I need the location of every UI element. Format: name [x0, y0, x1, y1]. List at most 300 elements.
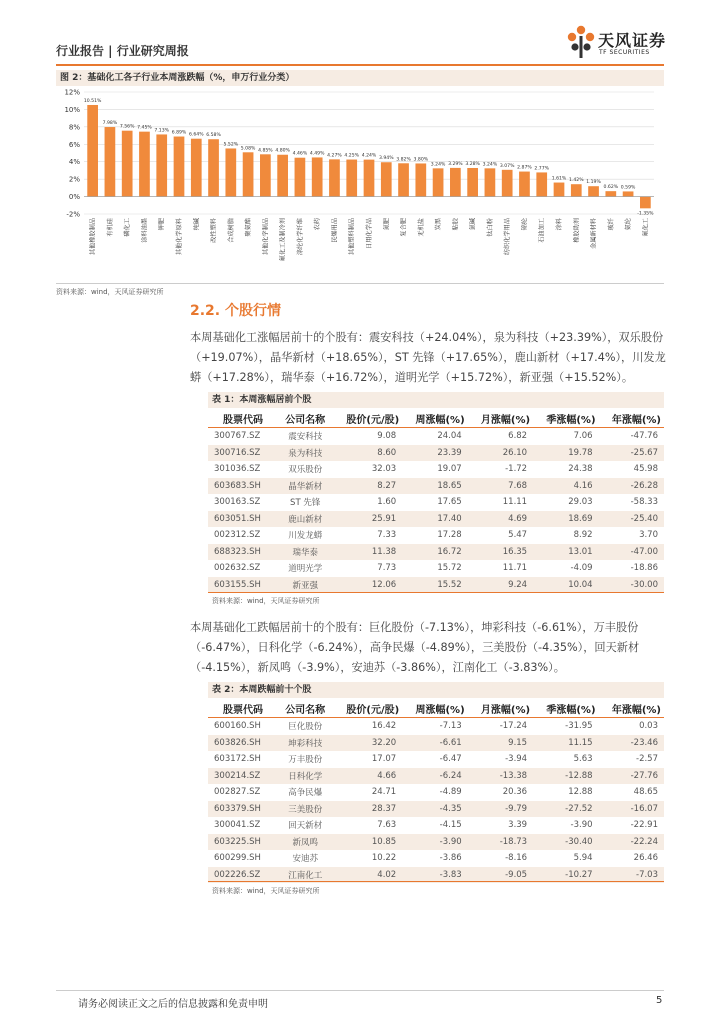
table-cell: 4.66 — [332, 768, 402, 785]
table-cell: 002827.SZ — [214, 787, 261, 798]
table-cell: 回天新材 — [288, 821, 323, 832]
table-cell: 坤彩科技 — [278, 735, 333, 752]
table-cell: -58.33 — [630, 497, 658, 508]
table-cell: 600160.SH — [214, 721, 261, 732]
table-cell: 13.01 — [533, 544, 598, 561]
table-cell: -3.83 — [402, 867, 467, 884]
table-cell: 300716.SZ — [208, 445, 278, 462]
table-cell: -47.00 — [599, 544, 664, 561]
rise-header-cell: 股票代码 — [208, 409, 278, 428]
x-category-label: 橡胶助剂 — [573, 218, 581, 243]
fall-header-cell: 年涨幅(%) — [599, 699, 664, 718]
table-cell: 10.04 — [533, 577, 598, 594]
table-cell: 4.02 — [332, 867, 402, 884]
x-category-label: 氯碱 — [469, 218, 477, 231]
table-cell: -47.76 — [630, 431, 658, 442]
table-cell: -18.73 — [468, 834, 533, 851]
bar — [329, 159, 340, 196]
bar — [554, 183, 565, 197]
table-cell: 17.65 — [437, 497, 462, 508]
table-cell: 9.24 — [468, 577, 533, 594]
table-row — [208, 478, 664, 495]
table-cell: 高争民爆 — [288, 788, 323, 799]
fall-header-cell: 股价(元/股) — [332, 699, 402, 718]
table-cell: 24.38 — [568, 464, 593, 475]
data-label: 3.29% — [448, 161, 463, 167]
data-label: 7.98% — [102, 121, 118, 127]
data-label: 5.08% — [240, 146, 256, 152]
x-category-label: 磷化工 — [124, 218, 132, 237]
data-label: 2.87% — [517, 165, 532, 171]
table-cell: -13.38 — [468, 768, 533, 785]
bar — [156, 134, 167, 196]
y-tick-label: 10% — [64, 105, 80, 114]
table1-caption: 表 1：本周涨幅居前个股 — [208, 392, 664, 408]
x-category-label: 涂料油墨 — [141, 218, 149, 243]
table-cell: 晶华新材 — [278, 478, 333, 495]
bar — [174, 137, 185, 197]
table-cell: 泉为科技 — [278, 445, 333, 462]
x-category-label: 合成树脂 — [227, 218, 235, 243]
bar — [571, 184, 582, 196]
fall-header-row — [208, 699, 664, 718]
x-category-label: 金属新材料 — [590, 218, 598, 249]
table-cell: 24.04 — [437, 431, 462, 442]
table-cell: 17.40 — [402, 511, 467, 528]
table-cell: -30.00 — [599, 577, 664, 594]
x-category-label: 其他化学原料 — [176, 218, 183, 256]
table-cell: 11.15 — [533, 735, 598, 752]
table-cell: 8.92 — [573, 530, 593, 541]
table-cell: 9.08 — [377, 431, 397, 442]
data-label: 5.52% — [223, 142, 239, 148]
table-row — [208, 461, 664, 478]
data-label: 3.24% — [482, 162, 498, 168]
bar — [415, 163, 426, 196]
table-cell: -22.24 — [599, 834, 664, 851]
table-cell: -3.90 — [570, 820, 593, 831]
table-cell: -27.52 — [533, 801, 598, 818]
table-cell: 11.11 — [502, 497, 528, 508]
table-cell: 300041.SZ — [214, 820, 261, 831]
x-category-label: 有机硅 — [106, 218, 114, 237]
table-cell: -18.86 — [630, 563, 658, 574]
data-label: 3.80% — [413, 157, 429, 163]
table-cell: -4.89 — [439, 787, 462, 798]
table-cell: 鹿山新材 — [278, 511, 333, 528]
fall-header-cell: 股票代码 — [208, 699, 278, 718]
fall-header-cell: 季涨幅(%) — [533, 699, 598, 718]
x-category-label: 其他塑料制品 — [348, 218, 356, 256]
table-row — [208, 735, 664, 752]
data-label: 3.24% — [430, 162, 446, 168]
x-category-label: 氮肥 — [383, 218, 391, 231]
data-label: 4.25% — [344, 153, 360, 159]
data-label: 4.49% — [309, 151, 325, 157]
table-cell: 17.07 — [371, 754, 397, 765]
table-row — [208, 718, 664, 735]
table-cell: 28.37 — [332, 801, 402, 818]
figure-caption: 图 2：基础化工各子行业本周涨跌幅（%，申万行业分类） — [56, 70, 664, 86]
figure-source-divider — [56, 283, 664, 284]
report-header-title: 行业报告 | 行业研究周报 — [56, 44, 189, 58]
table-cell: -3.94 — [505, 754, 528, 765]
x-category-label: 纺织化学用品 — [504, 218, 512, 256]
x-category-label: 锦纶 — [521, 218, 529, 231]
table-cell: 安迪苏 — [292, 854, 318, 865]
table-cell: -8.16 — [505, 853, 528, 864]
x-category-label: 无机盐 — [417, 218, 425, 237]
table-row — [208, 527, 664, 544]
x-category-label: 粘胶 — [452, 218, 460, 231]
bar — [364, 160, 375, 197]
page-number: 5 — [656, 995, 663, 1006]
bar — [623, 191, 634, 196]
table2-caption: 表 2：本周跌幅前十个股 — [208, 682, 664, 698]
table-cell: 29.03 — [568, 497, 593, 508]
table-cell: 4.69 — [468, 511, 533, 528]
table-cell: 5.47 — [508, 530, 528, 541]
table-row — [208, 544, 664, 561]
table-row — [208, 494, 664, 511]
table-cell: 日科化学 — [278, 768, 333, 785]
bar — [277, 155, 288, 197]
x-category-label: 氟化工及制冷剂 — [279, 217, 287, 262]
table-cell: 603379.SH — [208, 801, 278, 818]
data-label: 3.07% — [499, 163, 515, 169]
bar — [105, 127, 116, 197]
table-cell: 002226.SZ — [208, 867, 278, 884]
table-cell: 11.71 — [502, 563, 528, 574]
table-cell: 11.38 — [332, 544, 402, 561]
top-losers-table — [208, 699, 664, 883]
table-cell: 7.73 — [377, 563, 397, 574]
y-tick-label: 8% — [68, 123, 80, 132]
table-cell: 10.85 — [332, 834, 402, 851]
table-cell: 瑞华泰 — [278, 544, 333, 561]
table-cell: -7.03 — [599, 867, 664, 884]
table-row — [208, 850, 664, 867]
x-category-label: 钛白粉 — [486, 218, 494, 237]
table-cell: -9.05 — [468, 867, 533, 884]
table-cell: 7.06 — [573, 431, 593, 442]
y-tick-label: -2% — [66, 210, 80, 219]
table-cell: 1.60 — [377, 497, 397, 508]
table-cell: -23.46 — [599, 735, 664, 752]
footer-divider — [56, 990, 664, 991]
x-category-label: 玻纤 — [607, 218, 615, 231]
table-cell: -6.61 — [402, 735, 467, 752]
table-cell: 川发龙蟒 — [288, 531, 323, 542]
table-cell: 15.52 — [402, 577, 467, 594]
data-label: 4.80% — [275, 148, 290, 154]
industry-weekly-change-chart — [56, 86, 664, 282]
bar — [640, 197, 651, 209]
x-category-label: 炭黑 — [435, 218, 443, 231]
table-cell: 8.27 — [332, 478, 402, 495]
table-row — [208, 428, 664, 445]
table-cell: 24.71 — [371, 787, 397, 798]
x-category-label: 改性塑料 — [210, 218, 218, 243]
table-cell: 18.69 — [533, 511, 598, 528]
table-cell: 12.06 — [332, 577, 402, 594]
table-row — [208, 445, 664, 462]
table-cell: 26.46 — [633, 853, 658, 864]
table-row — [208, 560, 664, 577]
data-label: 6.64% — [188, 132, 204, 138]
bar — [191, 139, 202, 197]
rise-header-cell: 股价(元/股) — [332, 409, 402, 428]
x-category-label: 民爆用品 — [331, 218, 339, 243]
rise-header-cell: 周涨幅(%) — [402, 409, 467, 428]
data-label: 4.46% — [292, 151, 308, 157]
rise-header-cell: 季涨幅(%) — [533, 409, 598, 428]
table-cell: 301036.SZ — [214, 464, 261, 475]
rise-header-cell: 月涨幅(%) — [468, 409, 533, 428]
table-cell: 16.35 — [468, 544, 533, 561]
table-cell: -22.91 — [630, 820, 658, 831]
x-category-label: 其他化学制品 — [262, 218, 270, 256]
table-cell: 巨化股份 — [288, 722, 323, 733]
table-row — [208, 784, 664, 801]
bar — [485, 168, 496, 196]
table-cell: 19.78 — [533, 445, 598, 462]
bar — [346, 160, 357, 197]
data-label: 3.94% — [378, 156, 394, 162]
table-cell: -4.09 — [570, 563, 593, 574]
data-label: 0.59% — [620, 185, 636, 191]
table-cell: 万丰股份 — [288, 755, 323, 766]
x-category-label: 涂料 — [556, 218, 563, 231]
table-cell: -4.35 — [402, 801, 467, 818]
rise-header-cell: 年涨幅(%) — [599, 409, 664, 428]
x-category-label: 聚氨酯 — [245, 218, 253, 237]
table1-bottom-rule — [208, 592, 664, 593]
data-label: 1.19% — [586, 180, 601, 186]
x-category-label: 钾肥 — [158, 218, 166, 231]
x-category-label: 其他橡胶制品 — [89, 218, 97, 256]
table-cell: -9.79 — [468, 801, 533, 818]
table-cell: 3.39 — [508, 820, 528, 831]
data-label: 6.89% — [171, 130, 187, 136]
bar — [139, 132, 150, 197]
data-label: 3.82% — [396, 157, 411, 163]
table-cell: 新凤鸣 — [278, 834, 333, 851]
table-cell: 002632.SZ — [214, 563, 261, 574]
table-cell: -7.13 — [439, 721, 462, 732]
bar — [381, 162, 392, 196]
data-label: 6.58% — [206, 133, 221, 139]
data-label: 1.42% — [568, 178, 584, 184]
table-cell: 603683.SH — [208, 478, 278, 495]
table-cell: 三美股份 — [278, 801, 333, 818]
bar — [225, 148, 236, 196]
logo-chinese-name: 天风证券 — [598, 31, 667, 50]
bar — [295, 158, 306, 197]
table-cell: 603051.SH — [208, 511, 278, 528]
data-label: 4.27% — [327, 153, 342, 159]
table-cell: 603826.SH — [208, 735, 278, 752]
table-cell: 5.63 — [573, 754, 593, 765]
table-cell: 300163.SZ — [214, 497, 261, 508]
table-cell: 600299.SH — [214, 853, 261, 864]
table-cell: 603225.SH — [208, 834, 278, 851]
table-cell: 震安科技 — [288, 432, 323, 443]
data-label: 7.13% — [154, 128, 170, 134]
data-label: 3.28% — [465, 161, 480, 167]
fall-header-cell: 周涨幅(%) — [402, 699, 467, 718]
table-cell: 20.36 — [502, 787, 528, 798]
table-cell: 10.22 — [371, 853, 397, 864]
table-cell: -2.57 — [636, 754, 658, 765]
table-cell: 26.10 — [468, 445, 533, 462]
table2-bottom-rule — [208, 881, 664, 882]
table-cell: -6.24 — [402, 768, 467, 785]
table-cell: -31.95 — [565, 721, 593, 732]
data-label: 7.45% — [137, 125, 152, 131]
bar — [260, 154, 271, 196]
data-label: -1.35% — [637, 211, 654, 217]
table-cell: 17.28 — [437, 530, 462, 541]
table-cell: -10.27 — [533, 867, 598, 884]
table-cell: 3.70 — [639, 530, 658, 541]
table-cell: 19.07 — [437, 464, 462, 475]
y-tick-label: 0% — [68, 193, 80, 202]
table-cell: -3.90 — [402, 834, 467, 851]
table-cell: 16.72 — [402, 544, 467, 561]
table-cell: 002312.SZ — [214, 530, 261, 541]
table-cell: -30.40 — [533, 834, 598, 851]
x-category-label: 石油加工 — [538, 218, 546, 243]
footer-disclaimer: 请务必阅读正文之后的信息披露和免责申明 — [78, 999, 268, 1010]
bar — [467, 168, 478, 197]
y-tick-label: 6% — [68, 140, 80, 149]
y-tick-label: 12% — [64, 88, 80, 97]
rise-header-cell: 公司名称 — [278, 409, 333, 428]
table-cell: 688323.SH — [208, 544, 278, 561]
table-cell: 15.72 — [437, 563, 462, 574]
bar — [243, 152, 254, 196]
table-cell: 45.98 — [633, 464, 658, 475]
table-cell: 道明光学 — [288, 564, 323, 575]
table-cell: 9.15 — [468, 735, 533, 752]
logo-english-name: TF SECURITIES — [599, 49, 650, 56]
table-cell: 7.63 — [377, 820, 397, 831]
table-row — [208, 768, 664, 785]
x-category-label: 日用化学品 — [366, 218, 373, 249]
y-tick-label: 4% — [68, 158, 80, 167]
table-row — [208, 511, 664, 528]
bar — [433, 168, 444, 196]
table-cell: -26.28 — [599, 478, 664, 495]
table-cell: 23.39 — [402, 445, 467, 462]
table-cell: 4.16 — [533, 478, 598, 495]
bar — [502, 170, 513, 197]
table-cell: 18.65 — [402, 478, 467, 495]
bar — [312, 157, 323, 196]
table-cell: 603172.SH — [214, 754, 261, 765]
table-cell: 32.20 — [332, 735, 402, 752]
table-cell: ST 先锋 — [290, 498, 321, 509]
data-label: 4.24% — [361, 153, 377, 159]
table-cell: 7.68 — [468, 478, 533, 495]
table-cell: 5.94 — [573, 853, 593, 864]
table-cell: 603155.SH — [208, 577, 278, 594]
flower-logo-icon — [566, 24, 596, 62]
data-label: 10.51% — [83, 98, 102, 104]
table-row — [208, 751, 664, 768]
company-logo — [566, 24, 676, 64]
figure-source: 资料来源：wind，天风证券研究所 — [56, 288, 164, 296]
y-tick-label: 2% — [68, 175, 80, 184]
table-cell: 32.03 — [371, 464, 397, 475]
data-label: 7.56% — [119, 124, 135, 130]
table1-source: 资料来源：wind，天风证券研究所 — [212, 597, 320, 605]
data-label: 4.85% — [258, 148, 273, 154]
table-cell: 48.65 — [633, 787, 658, 798]
x-category-label: 复合肥 — [400, 218, 408, 237]
data-label: 1.61% — [551, 176, 567, 182]
table-cell: 江南化工 — [278, 867, 333, 884]
x-category-label: 氟化工 — [642, 218, 650, 237]
header-divider — [56, 64, 664, 66]
table-cell: -25.40 — [599, 511, 664, 528]
table-cell: -16.07 — [599, 801, 664, 818]
table-cell: 0.03 — [639, 721, 658, 732]
table2-source: 资料来源：wind，天风证券研究所 — [212, 887, 320, 895]
section-title: 2.2. 个股行情 — [190, 303, 281, 319]
table-row — [208, 834, 664, 851]
table-cell: 双乐股份 — [288, 465, 323, 476]
data-label: 0.62% — [603, 185, 619, 191]
table-cell: 新亚强 — [278, 577, 333, 594]
rise-paragraph: 本周基础化工涨幅居前十的个股有：震安科技（+24.04%），泉为科技（+23.39%），双乐股份（+19.07%），晶华新材（+18.65%），ST 先锋（+17.65%），鹿山新材（+17.4%），川发龙蟒（+17.28%），瑞华泰（+16.72%），道明光学（+15.72%），新亚强（+15.52%）。 — [190, 331, 666, 384]
top-gainers-table — [208, 409, 664, 593]
table-cell: 300214.SZ — [208, 768, 278, 785]
x-category-label: 氨纶 — [625, 218, 633, 231]
table-cell: 300767.SZ — [214, 431, 261, 442]
table-row — [208, 801, 664, 818]
table-cell: -25.67 — [599, 445, 664, 462]
bar — [208, 139, 219, 196]
x-category-label: 涤纶化学纤维 — [296, 218, 304, 256]
table-cell: 8.60 — [332, 445, 402, 462]
bar — [588, 186, 599, 196]
fall-header-cell: 月涨幅(%) — [468, 699, 533, 718]
table-row — [208, 577, 664, 594]
table-cell: -27.76 — [599, 768, 664, 785]
table-cell: 25.91 — [332, 511, 402, 528]
table-row — [208, 817, 664, 834]
bar — [87, 105, 98, 197]
table-cell: -3.86 — [439, 853, 462, 864]
bar — [605, 191, 616, 196]
x-category-label: 农药 — [314, 218, 322, 231]
table-cell: -12.88 — [533, 768, 598, 785]
table-cell: -1.72 — [505, 464, 528, 475]
table-cell: -4.15 — [439, 820, 462, 831]
bar — [519, 172, 530, 197]
table-cell: 16.42 — [371, 721, 397, 732]
table-cell: 6.82 — [508, 431, 528, 442]
table-cell: 7.33 — [377, 530, 397, 541]
bar — [536, 172, 547, 196]
x-category-label: 纯碱 — [193, 218, 201, 231]
fall-paragraph: 本周基础化工跌幅居前十的个股有：巨化股份（-7.13%），坤彩科技（-6.61%），万丰股份（-6.47%），日科化学（-6.24%），高争民爆（-4.89%），三美股份（-4.35%），回天新材（-4.15%），新凤鸣（-3.9%），安迪苏（-3.86%），江南化工（-3.83%）。 — [190, 621, 640, 674]
table-cell: -6.47 — [439, 754, 462, 765]
data-label: 2.77% — [534, 166, 550, 172]
table-cell: -17.24 — [499, 721, 528, 732]
